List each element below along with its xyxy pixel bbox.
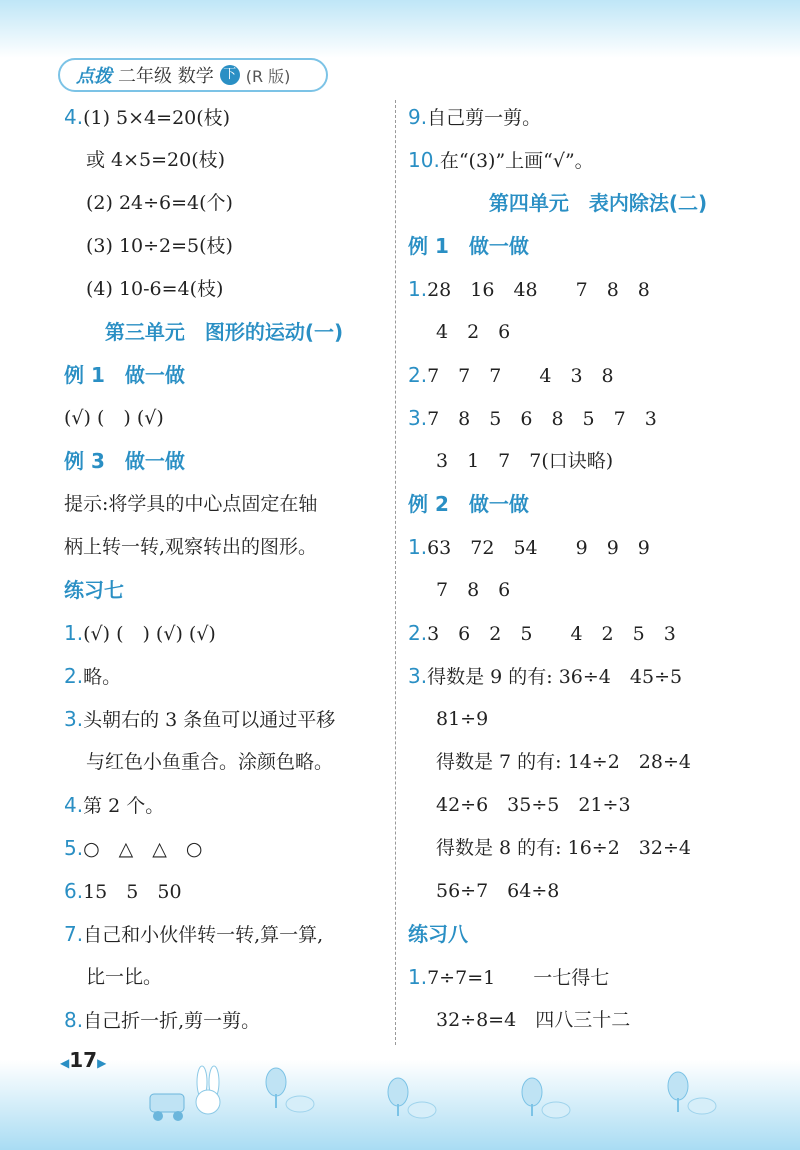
left-arrow-icon: ◀ (60, 1056, 70, 1070)
answer-line (408, 956, 788, 999)
answer-line (64, 913, 384, 956)
answer-line: 81÷9 (436, 708, 489, 730)
book-header (58, 58, 328, 92)
answer-line (64, 870, 384, 913)
item-number: 1. (64, 621, 84, 645)
item-number: 4. (64, 793, 84, 817)
right-column (408, 96, 788, 1042)
answer-line: (√) ( ) (√) (64, 407, 164, 429)
answer-line: 得数是 7 的有: 14÷2 28÷4 (436, 751, 691, 773)
answer-line: 或 4×5=20(枝) (86, 149, 226, 171)
answer-line (408, 612, 788, 655)
answer-text: ○ △ △ ○ (83, 838, 203, 860)
answer-line: (4) 10-6=4(枝) (86, 278, 224, 300)
left-column (64, 96, 384, 1042)
item-number: 7. (64, 922, 84, 946)
item-number: 2. (408, 621, 428, 645)
answer-text: 得数是 9 的有: 36÷4 45÷5 (427, 666, 683, 688)
answer-line (408, 96, 788, 139)
answer-text: 63 72 54 9 9 9 (427, 537, 650, 559)
answer-text: 自己和小伙伴转一转,算一算, (83, 924, 324, 946)
example-heading: 例 3 做一做 (64, 449, 185, 473)
answer-line (64, 827, 384, 870)
answer-text: 15 5 50 (83, 881, 182, 903)
item-number: 9. (408, 105, 428, 129)
page-number-text: 17 (69, 1048, 98, 1072)
answer-line (64, 655, 384, 698)
answer-line: 3 1 7 7(口诀略) (436, 450, 614, 472)
column-divider (395, 100, 396, 1045)
practice-heading: 练习七 (64, 578, 124, 602)
answer-line (408, 139, 788, 182)
hint-line: 提示:将学具的中心点固定在轴 (64, 493, 318, 515)
volume-badge: 下 (220, 65, 240, 85)
answer-line: 7 8 6 (436, 579, 511, 601)
item-number: 1. (408, 535, 428, 559)
item-number: 6. (64, 879, 84, 903)
answer-line: 4 2 6 (436, 321, 511, 343)
answer-line (64, 96, 384, 139)
item-number: 2. (64, 664, 84, 688)
unit-heading: 第三单元 图形的运动(一) (104, 320, 344, 344)
book-title: 二年级 数学 (118, 66, 214, 87)
unit-heading: 第四单元 表内除法(二) (488, 191, 708, 215)
answer-line (64, 612, 384, 655)
brand-logo: 点拨 (76, 66, 112, 87)
answer-line (64, 784, 384, 827)
answer-line: 比一比。 (86, 966, 163, 988)
item-number: 3. (408, 406, 428, 430)
example-heading: 例 2 做一做 (408, 492, 529, 516)
answer-text: 自己剪一剪。 (427, 107, 542, 129)
tree-icon (262, 1066, 322, 1114)
answer-text: 自己折一折,剪一剪。 (83, 1010, 261, 1032)
page-number (60, 1048, 106, 1072)
top-band (0, 0, 800, 58)
item-number: 3. (408, 664, 428, 688)
answer-text: (1) 5×4=20(枝) (83, 107, 231, 129)
bunny-cart-illustration-icon (140, 1062, 230, 1122)
answer-line: (2) 24÷6=4(个) (86, 192, 233, 214)
edition-label: (R 版) (245, 66, 291, 86)
answer-line (408, 526, 788, 569)
answer-line (408, 354, 788, 397)
answer-line: (3) 10÷2=5(枝) (86, 235, 233, 257)
answer-line (64, 999, 384, 1042)
item-number: 8. (64, 1008, 84, 1032)
item-number: 5. (64, 836, 84, 860)
item-number: 1. (408, 277, 428, 301)
answer-text: 7 8 5 6 8 5 7 3 (427, 408, 657, 430)
answer-line: 32÷8=4 四八三十二 (436, 1009, 631, 1031)
answer-text: 7 7 7 4 3 8 (427, 365, 614, 387)
answer-line: 56÷7 64÷8 (436, 880, 560, 902)
item-number: 1. (408, 965, 428, 989)
tree-icon (384, 1076, 444, 1120)
answer-text: 3 6 2 5 4 2 5 3 (427, 623, 676, 645)
answer-line (64, 698, 384, 741)
answer-text: 头朝右的 3 条鱼可以通过平移 (83, 709, 336, 731)
answer-text: 略。 (83, 666, 122, 688)
answer-line: 得数是 8 的有: 16÷2 32÷4 (436, 837, 691, 859)
answer-line (408, 397, 788, 440)
answer-line: 42÷6 35÷5 21÷3 (436, 794, 631, 816)
answer-text: (√) ( ) (√) (√) (83, 623, 216, 645)
item-number: 10. (408, 148, 440, 172)
right-arrow-icon: ▶ (97, 1056, 107, 1070)
example-heading: 例 1 做一做 (408, 234, 529, 258)
answer-line (408, 655, 788, 698)
tree-icon (518, 1076, 578, 1120)
answer-line (408, 268, 788, 311)
practice-heading: 练习八 (408, 922, 468, 946)
item-number: 3. (64, 707, 84, 731)
answer-text: 在“(3)”上画“√”。 (439, 150, 594, 172)
answer-line: 与红色小鱼重合。涂颜色略。 (86, 751, 334, 773)
item-number: 2. (408, 363, 428, 387)
tree-icon (664, 1070, 724, 1116)
answer-text: 28 16 48 7 8 8 (427, 279, 650, 301)
answer-text: 7÷7=1 一七得七 (427, 967, 610, 989)
example-heading: 例 1 做一做 (64, 363, 185, 387)
hint-line: 柄上转一转,观察转出的图形。 (64, 536, 318, 558)
item-number: 4. (64, 105, 84, 129)
answer-text: 第 2 个。 (83, 795, 165, 817)
